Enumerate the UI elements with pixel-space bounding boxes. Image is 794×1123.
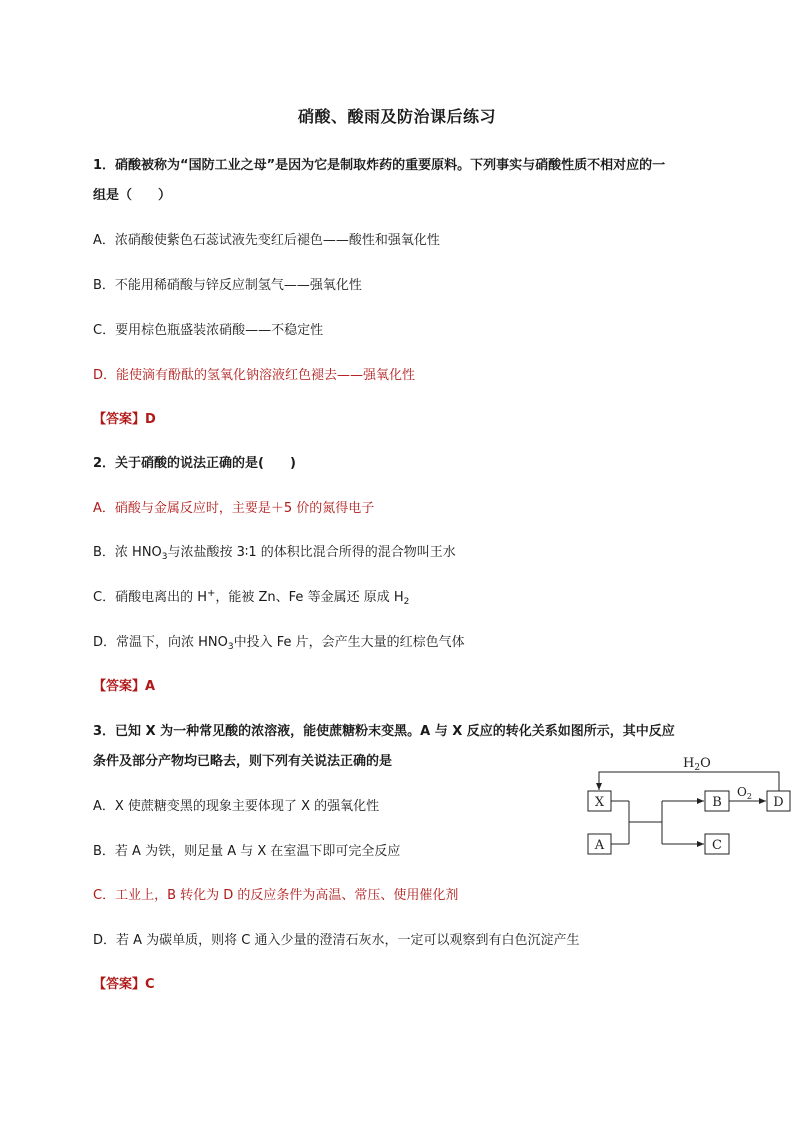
- q1-option-d: D．能使滴有酚酞的氢氧化钠溶液红色褪去——强氧化性: [93, 368, 416, 383]
- reaction-diagram: [580, 752, 794, 862]
- q2-option-d-text1: D．常温下，向浓 HNO: [93, 635, 228, 650]
- q1-stem-line1: 1．硝酸被称为“国防工业之母”是因为它是制取炸药的重要原料。下列事实与硝酸性质不相对应的一: [93, 158, 666, 173]
- q1-option-c: C．要用棕色瓶盛装浓硝酸——不稳定性: [93, 323, 324, 338]
- q2-stem: 2．关于硝酸的说法正确的是( ): [93, 456, 296, 471]
- q2-option-c-text1: C．硝酸电离出的 H: [93, 590, 207, 605]
- q2-option-c: [93, 588, 409, 609]
- q2-option-b-text2: 与浓盐酸按 3∶1 的体积比混合所得的混合物叫王水: [167, 545, 456, 560]
- q1-stem-line2: 组是（ ）: [93, 188, 172, 203]
- q2-option-c-sub: 2: [403, 597, 410, 607]
- q3-option-d: D．若 A 为碳单质，则将 C 通入少量的澄清石灰水，一定可以观察到有白色沉淀产生: [93, 933, 580, 948]
- q2-option-c-text2: ，能被 Zn、Fe 等金属还 原成 H: [215, 590, 404, 605]
- node-d-label: D: [773, 795, 784, 810]
- q1-answer: 【答案】D: [93, 412, 156, 427]
- q3-stem-line1: 3．已知 X 为一种常见酸的浓溶液，能使蔗糖粉末变黑。A 与 X 反应的转化关系如图所示，其中反应: [93, 724, 675, 739]
- node-b-label: B: [712, 795, 722, 810]
- q1-option-a: A．浓硝酸使紫色石蕊试液先变红后褪色——酸性和强氧化性: [93, 233, 440, 248]
- q3-stem-line2: 条件及部分产物均已略去，则下列有关说法正确的是: [93, 754, 393, 769]
- q2-answer: 【答案】A: [93, 679, 156, 694]
- q2-option-d-text2: 中投入 Fe 片，会产生大量的红棕色气体: [233, 635, 465, 650]
- q2-option-d-sub: 3: [227, 642, 234, 652]
- page-title: 硝酸、酸雨及防治课后练习: [297, 107, 496, 126]
- q1-option-b: B．不能用稀硝酸与锌反应制氢气——强氧化性: [93, 278, 362, 293]
- q3-option-a: A．X 使蔗糖变黑的现象主要体现了 X 的强氧化性: [93, 799, 380, 814]
- h2o-label: $H_2O$: [683, 756, 711, 773]
- q2-option-c-sup: +: [207, 588, 216, 599]
- h2o-arrow: [599, 772, 779, 791]
- node-c-label: C: [712, 838, 722, 853]
- q2-option-b-sub: 3: [161, 552, 168, 562]
- q2-option-d: [93, 633, 465, 654]
- q3-answer: 【答案】C: [93, 977, 155, 992]
- q2-option-b: [93, 543, 456, 564]
- node-x-label: X: [594, 795, 605, 810]
- o2-label: $O_2$: [737, 785, 752, 801]
- q3-option-c: C．工业上，B 转化为 D 的反应条件为高温、常压、使用催化剂: [93, 888, 459, 903]
- q2-option-a: A．硝酸与金属反应时，主要是＋5 价的氮得电子: [93, 501, 375, 516]
- q3-option-b: B．若 A 为铁，则足量 A 与 X 在室温下即可完全反应: [93, 844, 401, 859]
- node-a-label: A: [594, 838, 605, 853]
- q2-option-b-text1: B．浓 HNO: [93, 545, 162, 560]
